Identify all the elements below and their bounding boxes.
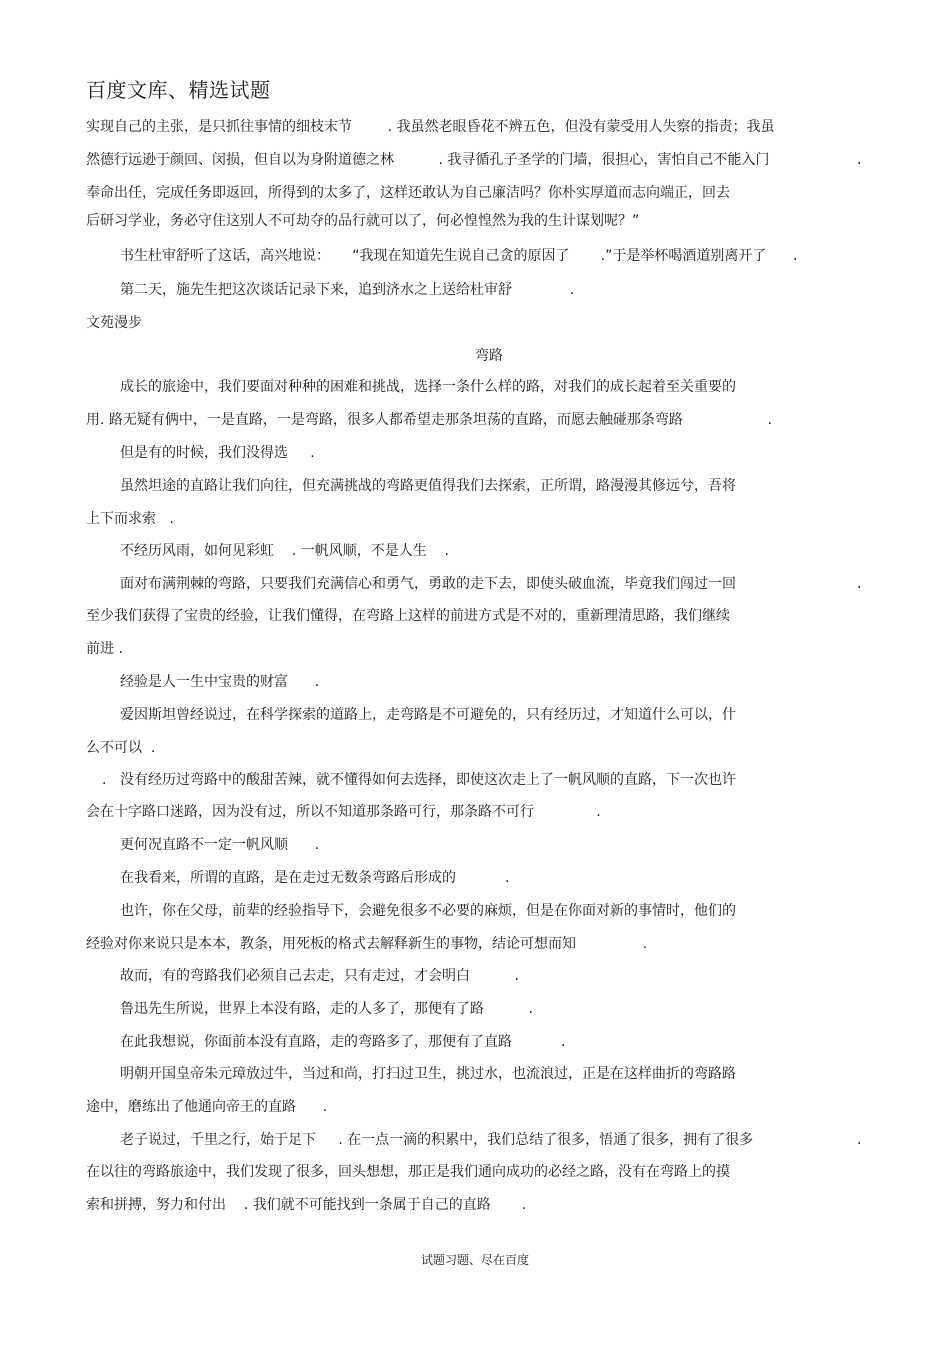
text-line: 爱因斯坦曾经说过，在科学探索的道路上，走弯路是不可避免的，只有经历过，才知道什么可以，什 <box>120 707 736 723</box>
text-line: 至少我们获得了宝贵的经验，让我们懂得，在弯路上这样的前进方式是不对的，重新理清思路，我们继续 <box>86 608 730 624</box>
text-line: 没有经历过弯路中的酸甜苦辣，就不懂得如何去选择，即使这次走上了一帆风顺的直路，下一次也许 <box>120 772 736 788</box>
section-heading: 文苑漫步 <box>86 315 142 331</box>
text-line: 也许，你在父母，前辈的经验指导下，会避免很多不必要的麻烦，但是在你面对新的事情时，他们的 <box>120 903 736 919</box>
text-line: 索和拼搏，努力和付出 . 我们就不可能找到一条属于自己的直路 . <box>86 1197 527 1213</box>
text-line: 第二天，施先生把这次谈话记录下来，追到济水之上送给杜审舒 . <box>120 282 575 298</box>
article-title: 弯路 <box>475 348 503 364</box>
text-line: 会在十字路口迷路，因为没有过，所以不知道那条路可行，那条路不可行 . <box>86 804 601 820</box>
text-line: 在我看来，所谓的直路，是在走过无数条弯路后形成的 . <box>120 870 510 886</box>
page-footer: 试题习题、尽在百度 <box>420 1253 529 1267</box>
stray-period: . <box>102 772 107 788</box>
text-line: 虽然坦途的直路让我们向往，但充满挑战的弯路更值得我们去探索，正所谓，路漫漫其修远兮，吾将 <box>120 478 736 494</box>
text-line: 经验对你来说只是本本，教条，用死板的格式去解释新生的事物，结论可想而知 . <box>86 936 648 952</box>
text-line: 老子说过，千里之行，始于足下 . 在一点一滴的积累中，我们总结了很多，悟通了很多，拥有了很多 <box>120 1132 754 1148</box>
text-line: 明朝开国皇帝朱元璋放过牛，当过和尚，打扫过卫生，挑过水，也流浪过，正是在这样曲折的弯路路 <box>120 1066 736 1082</box>
text-line: 么不可以 . <box>86 740 156 756</box>
stray-period: . <box>857 152 862 168</box>
text-line: 然德行远逊于颜回、闵损，但自以为身附道德之林 . 我寻循孔子圣学的门墙，很担心，害怕自己不能入门 <box>86 152 770 168</box>
text-line: 途中，磨练出了他通向帝王的直路 . <box>86 1099 328 1115</box>
text-line: 书生杜审舒听了这话，高兴地说： “我现在知道先生说自己贪的原因了 .”于是举杯喝酒道别离开了 . <box>120 248 798 264</box>
text-line: 面对布满荆棘的弯路，只要我们充满信心和勇气，勇敢的走下去，即使头破血流，毕竟我们闯过一回 <box>120 576 736 592</box>
stray-period: . <box>857 576 862 592</box>
text-line: 在此我想说，你面前本没有直路，走的弯路多了，那便有了直路 . <box>120 1034 566 1050</box>
text-line: 故而，有的弯路我们必须自己去走，只有走过，才会明白 . <box>120 968 519 984</box>
text-line: 但是有的时候，我们没得选 . <box>120 445 315 461</box>
text-line: 后研习学业，务必守住这别人不可劫夺的品行就可以了，何必惶惶然为我的生计谋划呢？” <box>86 213 640 229</box>
text-line: 经验是人一生中宝贵的财富 . <box>120 674 320 690</box>
text-line: 更何况直路不一定一帆风顺 . <box>120 837 320 853</box>
text-line: 用. 路无疑有俩中，一是直路，一是弯路，很多人都希望走那条坦荡的直路，而愿去触碰那条弯路 . <box>86 412 772 428</box>
text-line: 成长的旅途中，我们要面对种种的困难和挑战，选择一条什么样的路，对我们的成长起着至关重要的 <box>120 379 736 395</box>
text-line: 前进 . <box>86 641 123 657</box>
stray-period: . <box>857 1132 862 1148</box>
text-line: 奉命出任，完成任务即返回，所得到的太多了，这样还敢认为自己廉洁吗？你朴实厚道而志向端正，回去 <box>86 185 730 201</box>
text-line: 上下而求索 . <box>86 511 174 527</box>
text-line: 实现自己的主张，是只抓往事情的细枝末节 . 我虽然老眼昏花不辨五色，但没有蒙受用人失察的指责；我虽 <box>86 119 775 135</box>
page-title: 百度文库、精选试题 <box>86 78 271 102</box>
text-line: 鲁迅先生所说，世界上本没有路，走的人多了，那便有了路 . <box>120 1001 533 1017</box>
text-line: 在以往的弯路旅途中，我们发现了很多，回头想想，那正是我们通向成功的必经之路，没有在弯路上的摸 <box>86 1164 730 1180</box>
text-line: 不经历风雨，如何见彩虹 . 一帆风顺，不是人生 . <box>120 543 449 559</box>
